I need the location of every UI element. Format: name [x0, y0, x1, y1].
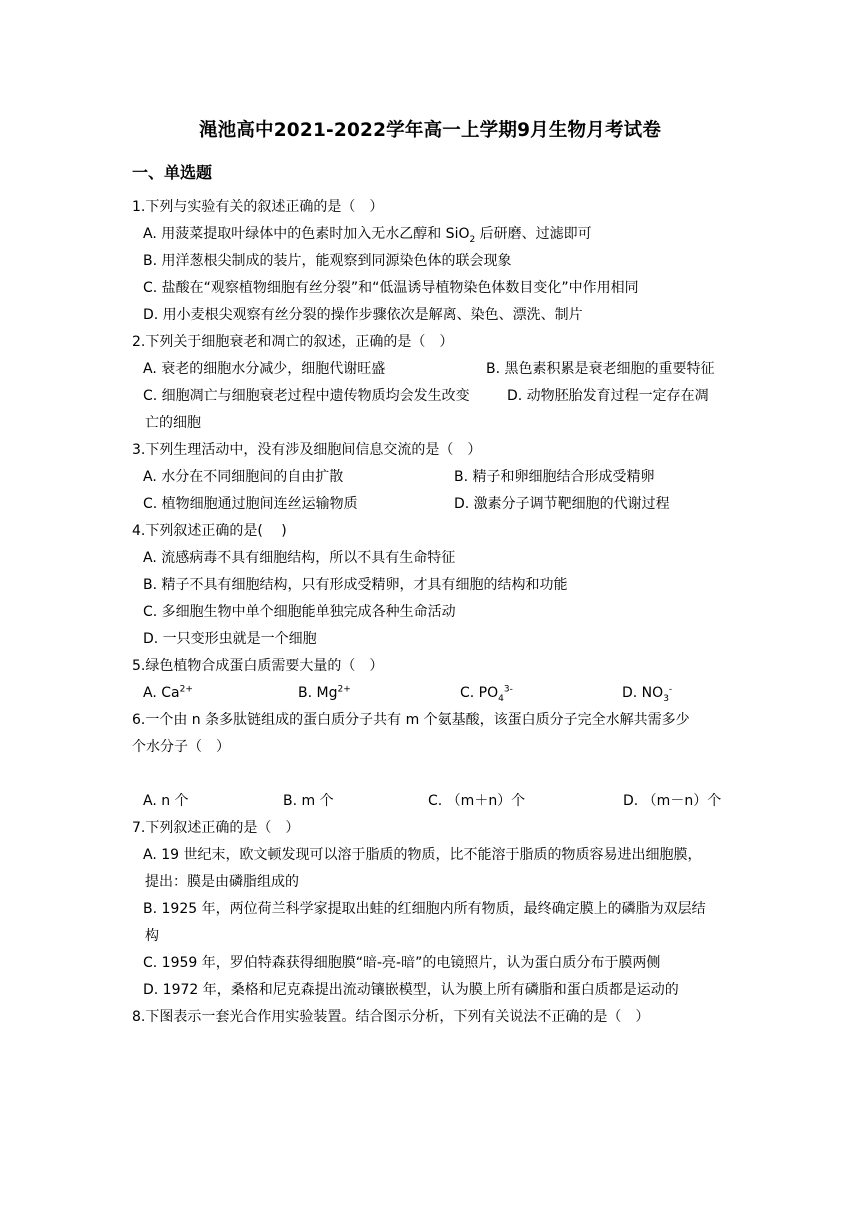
q2-stem: 2.下列关于细胞衰老和凋亡的叙述，正确的是（ ）	[132, 334, 454, 350]
q2-option-a: A. 衰老的细胞水分减少，细胞代谢旺盛	[143, 361, 386, 377]
q5-option-c: C. $PO_4^{3-}$	[460, 684, 513, 704]
q3-stem: 3.下列生理活动中，没有涉及细胞间信息交流的是（ ）	[132, 442, 482, 458]
q4-stem: 4.下列叙述正确的是( )	[132, 523, 287, 539]
q3-option-b: B. 精子和卵细胞结合形成受精卵	[454, 469, 655, 485]
q2-option-b: B. 黑色素积累是衰老细胞的重要特征	[486, 361, 715, 377]
q1-option-c: C. 盐酸在“观察植物细胞有丝分裂”和“低温诱导植物染色体数目变化”中作用相同	[143, 280, 639, 296]
q6-option-b: B. m 个	[283, 793, 334, 809]
q4-option-a: A. 流感病毒不具有细胞结构，所以不具有生命特征	[143, 550, 456, 566]
q2-option-c: C. 细胞凋亡与细胞衰老过程中遗传物质均会发生改变	[143, 388, 470, 404]
q8-stem: 8.下图表示一套光合作用实验装置。结合图示分析，下列有关说法不正确的是（ ）	[132, 1009, 650, 1025]
q3-option-a: A. 水分在不同细胞间的自由扩散	[143, 469, 344, 485]
q7-option-b-continued: 构	[145, 928, 159, 944]
q5-option-a: A. $Ca^{2+}$	[143, 684, 193, 701]
q4-option-c: C. 多细胞生物中单个细胞能单独完成各种生命活动	[143, 604, 456, 620]
q5-stem: 5.绿色植物合成蛋白质需要大量的（ ）	[132, 658, 384, 674]
q4-option-b: B. 精子不具有细胞结构，只有形成受精卵，才具有细胞的结构和功能	[143, 577, 568, 593]
page-title: 渑池高中2021-2022学年高一上学期9月生物月考试卷	[198, 120, 662, 141]
q6-option-c: C. （m＋n）个	[428, 793, 526, 809]
q6-option-d: D. （m－n）个	[623, 793, 722, 809]
q6-stem-continued: 个水分子（ ）	[132, 739, 230, 755]
section-heading: 一、单选题	[132, 163, 213, 182]
q4-option-d: D. 一只变形虫就是一个细胞	[143, 631, 317, 647]
q2-option-d-continued: 亡的细胞	[145, 415, 201, 431]
q1-option-d: D. 用小麦根尖观察有丝分裂的操作步骤依次是解离、染色、漂洗、制片	[143, 307, 583, 323]
q7-option-d: D. 1972 年，桑格和尼克森提出流动镶嵌模型，认为膜上所有磷脂和蛋白质都是运动的	[143, 982, 679, 998]
q5-option-d: D. $NO_3^-$	[622, 684, 673, 704]
q6-option-a: A. n 个	[143, 793, 189, 809]
q2-option-d: D. 动物胚胎发育过程一定存在凋	[507, 388, 709, 404]
q7-option-b: B. 1925 年，两位荷兰科学家提取出蛙的红细胞内所有物质，最终确定膜上的磷脂为双层结	[143, 901, 706, 917]
q1-stem: 1.下列与实验有关的叙述正确的是（ ）	[132, 199, 384, 215]
q7-option-c: C. 1959 年，罗伯特森获得细胞膜“暗-亮-暗”的电镜照片，认为蛋白质分布于膜两侧	[143, 955, 661, 971]
q7-stem: 7.下列叙述正确的是（ ）	[132, 820, 300, 836]
q3-option-d: D. 激素分子调节靶细胞的代谢过程	[454, 496, 670, 512]
q6-stem: 6.一个由 n 条多肽链组成的蛋白质分子共有 m 个氨基酸，该蛋白质分子完全水解共需多少	[132, 712, 690, 728]
q7-option-a-continued: 提出：膜是由磷脂组成的	[145, 874, 299, 890]
q3-option-c: C. 植物细胞通过胞间连丝运输物质	[143, 496, 358, 512]
q5-option-b: B. $Mg^{2+}$	[298, 684, 351, 701]
q1-option-b: B. 用洋葱根尖制成的装片，能观察到同源染色体的联会现象	[143, 253, 512, 269]
q1-option-a: A. 用菠菜提取叶绿体中的色素时加入无水乙醇和 SiO$_2$ 后研磨、过滤即可	[143, 226, 592, 245]
q7-option-a: A. 19 世纪末，欧文顿发现可以溶于脂质的物质，比不能溶于脂质的物质容易进出细胞膜，	[143, 847, 702, 863]
